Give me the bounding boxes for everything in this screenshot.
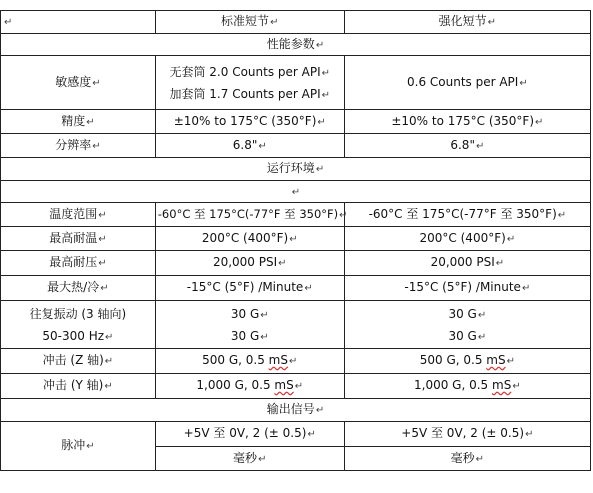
temp-range-reinforced: -60°C 至 175°C(-77°F 至 350°F) [368, 206, 557, 221]
row-resolution [1, 134, 591, 158]
vibration-reinforced-line-1: 30 G↵ [448, 306, 487, 321]
max-temp-reinforced-cell: 200°C (400°F)↵ [344, 227, 590, 251]
section-performance: 性能参数 [266, 36, 315, 51]
row-vibration [1, 301, 591, 349]
vibration-standard-line-1: 30 G↵ [230, 306, 269, 321]
thermal-shock-label: 最大热/冷 [47, 280, 100, 294]
spacer-cell [1, 181, 591, 203]
shock-y-label: 冲击 (Y 轴) [43, 378, 104, 392]
shock-y-standard-value: 1,000 G, 0.5 [196, 378, 275, 392]
header-standard-cell: 标准短节↵ [155, 11, 344, 34]
max-pressure-label: 最高耐压 [49, 255, 98, 269]
section-row-environment [1, 158, 591, 181]
shock-y-reinforced-unit: mS [492, 378, 512, 392]
thermal-shock-reinforced: -15°C (5°F) /Minute [404, 280, 521, 294]
max-pressure-reinforced-cell: 20,000 PSI↵ [344, 251, 590, 276]
max-temp-label-cell: 最高耐温↵ [1, 227, 156, 251]
row-shock-z [1, 349, 591, 374]
shock-z-standard-value: 500 G, 0.5 [202, 353, 269, 367]
row-accuracy [1, 110, 591, 134]
shock-y-standard-unit: mS [274, 378, 294, 392]
vibration-standard-line-2: 30 G↵ [230, 328, 269, 343]
header-blank-cell: ↵ [1, 11, 156, 34]
max-pressure-standard: 20,000 PSI [212, 255, 278, 269]
accuracy-reinforced-cell: ±10% to 175°C (350°F)↵ [344, 110, 590, 134]
accuracy-standard-cell: ±10% to 175°C (350°F)↵ [155, 110, 344, 134]
pulse-label: 脉冲 [61, 438, 86, 452]
specs-table [0, 10, 591, 471]
resolution-standard-cell: 6.8"↵ [155, 134, 344, 158]
sensitivity-standard-cell [155, 56, 344, 110]
max-pressure-reinforced: 20,000 PSI [430, 255, 495, 269]
sensitivity-label-cell: 敏感度↵ [1, 56, 156, 110]
max-temp-reinforced: 200°C (400°F) [419, 230, 506, 245]
max-temp-standard-cell: 200°C (400°F)↵ [155, 227, 344, 251]
row-temp-range [1, 203, 591, 227]
row-max-pressure [1, 251, 591, 276]
header-row [1, 11, 591, 34]
max-temp-standard: 200°C (400°F) [201, 230, 289, 245]
sensitivity-standard-line-2: 加套筒 1.7 Counts per API↵ [169, 86, 331, 101]
sensitivity-standard-line-1: 无套筒 2.0 Counts per API↵ [169, 64, 331, 79]
vibration-reinforced-line-2: 30 G↵ [448, 328, 487, 343]
sensitivity-label: 敏感度 [55, 74, 92, 89]
header-reinforced-cell: 强化短节↵ [344, 11, 590, 34]
max-pressure-standard-cell: 20,000 PSI↵ [155, 251, 344, 276]
pulse-reinforced-line-1: +5V 至 0V, 2 (± 0.5) [401, 426, 525, 440]
sensitivity-reinforced-cell: 0.6 Counts per API↵ [344, 56, 590, 110]
vibration-label-line-2: 50-300 Hz↵ [42, 328, 114, 343]
shock-y-reinforced-cell: 1,000 G, 0.5 mS↵ [344, 374, 590, 399]
shock-z-reinforced-cell: 500 G, 0.5 mS↵ [344, 349, 590, 374]
accuracy-label: 精度 [61, 113, 86, 128]
shock-z-label: 冲击 (Z 轴) [42, 353, 104, 367]
pulse-standard-line-2-cell: 毫秒↵ [155, 447, 344, 471]
shock-y-label-cell: 冲击 (Y 轴)↵ [1, 374, 156, 399]
pulse-standard-line-1: +5V 至 0V, 2 (± 0.5) [183, 426, 307, 440]
max-temp-label: 最高耐温 [49, 230, 98, 245]
vibration-label-line-1: 往复振动 (3 轴向) [29, 306, 127, 321]
resolution-reinforced-cell: 6.8"↵ [344, 134, 590, 158]
row-thermal-shock [1, 276, 591, 301]
thermal-shock-reinforced-cell: -15°C (5°F) /Minute↵ [344, 276, 590, 301]
section-environment: 运行环境 [266, 161, 315, 175]
shock-z-reinforced-value: 500 G, 0.5 [419, 353, 487, 367]
shock-y-reinforced-value: 1,000 G, 0.5 [414, 378, 493, 392]
thermal-shock-standard: -15°C (5°F) /Minute [186, 280, 304, 294]
row-max-temp [1, 227, 591, 251]
temp-range-standard: -60°C 至 175°C(-77°F 至 350°F) [157, 206, 339, 221]
temp-range-standard-cell: -60°C 至 175°C(-77°F 至 350°F)↵ [155, 203, 344, 227]
thermal-shock-standard-cell: -15°C (5°F) /Minute↵ [155, 276, 344, 301]
resolution-label: 分辨率 [55, 137, 92, 152]
resolution-reinforced: 6.8" [450, 137, 475, 152]
spacer-row [1, 181, 591, 203]
section-row-performance [1, 34, 591, 56]
shock-z-label-cell: 冲击 (Z 轴)↵ [1, 349, 156, 374]
section-output-cell: 输出信号↵ [1, 399, 591, 422]
pulse-standard-line-1-cell: +5V 至 0V, 2 (± 0.5)↵ [155, 422, 344, 447]
temp-range-label: 温度范围 [49, 206, 98, 221]
pulse-reinforced-line-2-cell: 毫秒↵ [344, 447, 590, 471]
shock-y-standard-cell: 1,000 G, 0.5 mS↵ [155, 374, 344, 399]
sensitivity-reinforced: 0.6 Counts per API [407, 74, 519, 89]
pulse-reinforced-line-2: 毫秒 [450, 450, 475, 465]
section-environment-cell: 运行环境↵ [1, 158, 591, 181]
header-standard: 标准短节 [221, 14, 270, 28]
max-pressure-label-cell: 最高耐压↵ [1, 251, 156, 276]
spacer-mark: ↵ [291, 186, 301, 198]
shock-z-standard-cell: 500 G, 0.5 mS↵ [155, 349, 344, 374]
temp-range-reinforced-cell: -60°C 至 175°C(-77°F 至 350°F)↵ [344, 203, 590, 227]
accuracy-label-cell: 精度↵ [1, 110, 156, 134]
header-reinforced: 强化短节 [438, 14, 487, 28]
shock-z-reinforced-unit: mS [486, 353, 506, 367]
row-pulse-a [1, 422, 591, 447]
resolution-label-cell: 分辨率↵ [1, 134, 156, 158]
section-performance-cell: 性能参数↵ [1, 34, 591, 56]
vibration-reinforced-cell [344, 301, 590, 349]
pulse-standard-line-2: 毫秒 [233, 450, 258, 465]
section-row-output [1, 399, 591, 422]
section-output: 输出信号 [266, 402, 315, 416]
vibration-label-cell [1, 301, 156, 349]
temp-range-label-cell: 温度范围↵ [1, 203, 156, 227]
resolution-standard: 6.8" [232, 137, 258, 152]
thermal-shock-label-cell: 最大热/冷↵ [1, 276, 156, 301]
row-sensitivity [1, 56, 591, 110]
accuracy-standard: ±10% to 175°C (350°F) [173, 113, 317, 128]
row-shock-y [1, 374, 591, 399]
accuracy-reinforced: ±10% to 175°C (350°F) [391, 113, 534, 128]
vibration-standard-cell [155, 301, 344, 349]
shock-z-standard-unit: mS [268, 353, 288, 367]
pulse-reinforced-line-1-cell: +5V 至 0V, 2 (± 0.5)↵ [344, 422, 590, 447]
pulse-label-cell: 脉冲↵ [1, 422, 156, 471]
